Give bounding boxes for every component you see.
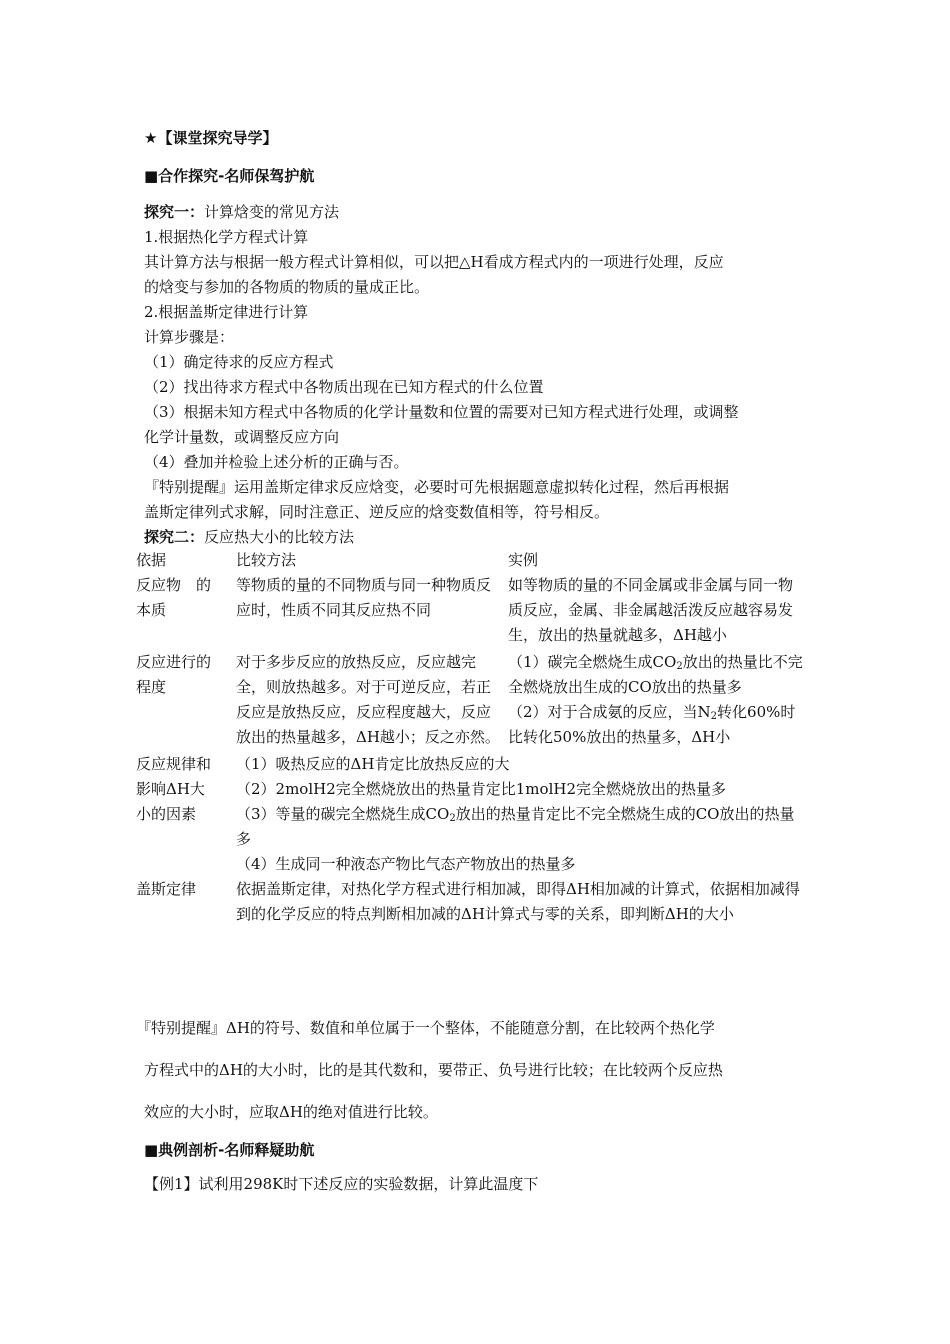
header-basis: 依据 — [136, 551, 167, 569]
explore1-para1b: 的焓变与参加的各物质的物质的量成正比。 — [144, 278, 430, 296]
step-1: （1）确定待求的反应方程式 — [144, 353, 334, 371]
explore1-title: 计算焓变的常见方法 — [204, 203, 340, 221]
tip1-line-b: 盖斯定律列式求解，同时注意正、逆反应的焓变数值相等，符号相反。 — [144, 503, 610, 521]
table-header-row — [136, 548, 806, 573]
explore1-heading — [144, 202, 339, 222]
explore1-para1a: 其计算方法与根据一般方程式计算相似，可以把△H看成方程式内的一项进行处理，反应 — [144, 253, 724, 271]
tip2-line-b: 方程式中的ΔH的大小时，比的是其代数和，要带正、负号进行比较；在比较两个反应热 — [144, 1061, 723, 1079]
text: 放出的热量肯定比不完全燃烧生成的CO放出的热量多 — [236, 805, 795, 848]
text: 转化60%时比转化50%放出的热量多，ΔH小 — [508, 703, 796, 746]
basis-line: 本质 — [136, 601, 167, 619]
tip2-line-c: 效应的大小时，应取ΔH的绝对值进行比较。 — [144, 1103, 438, 1121]
basis-cell — [136, 650, 236, 752]
section-heading-classroom: ★【课堂探究导学】 — [144, 129, 278, 147]
subscript: 2 — [710, 711, 718, 722]
basis-line: 反应物 的 — [136, 576, 212, 594]
basis-line: 小的因素 — [136, 805, 197, 823]
method-cell: 对于多步反应的放热反应，反应越完全，则放热越多。对于可逆反应，若正反应是放热反应，反应程度越大，反应放出的热量越多，ΔH越小；反之亦然。 — [236, 653, 500, 746]
section-heading-examples: ■典例剖析-名师释疑助航 — [144, 1141, 315, 1159]
basis-cell: 盖斯定律 — [136, 880, 197, 898]
text: （3）等量的碳完全燃烧生成CO — [236, 805, 450, 823]
step-4: （4）叠加并检验上述分析的正确与否。 — [144, 453, 409, 471]
basis-cell — [136, 752, 236, 877]
header-example: 实例 — [508, 551, 539, 569]
basis-cell — [136, 573, 236, 650]
table-row — [136, 573, 806, 650]
text: （1）碳完全燃烧生成CO — [508, 653, 677, 671]
explore2-title: 反应热大小的比较方法 — [204, 528, 355, 546]
step-2: （2）找出待求方程式中各物质出现在已知方程式的什么位置 — [144, 378, 544, 396]
step-3b: 化学计量数，或调整反应方向 — [144, 428, 340, 446]
factor-line: （1）吸热反应的ΔH肯定比放热反应的大 — [236, 755, 510, 773]
factors-cell — [236, 752, 806, 877]
comparison-table — [136, 548, 806, 927]
factor-line: （2）2molH2完全燃烧放出的热量肯定比1molH2完全燃烧放出的热量多 — [236, 780, 726, 798]
section-heading-cooperative: ■合作探究-名师保驾护航 — [144, 167, 315, 185]
header-method: 比较方法 — [236, 551, 297, 569]
basis-line: 程度 — [136, 678, 167, 696]
tip1-line-a: 『特别提醒』运用盖斯定律求反应焓变，必要时可先根据题意虚拟转化过程，然后再根据 — [144, 478, 730, 496]
basis-line: 反应规律和 — [136, 755, 212, 773]
factor-line — [236, 802, 806, 852]
basis-line: 影响ΔH大 — [136, 780, 205, 798]
step-3a: （3）根据未知方程式中各物质的化学计量数和位置的需要对已知方程式进行处理，或调整 — [144, 403, 739, 421]
text: （2）对于合成氨的反应，当N — [508, 703, 711, 721]
example1 — [144, 1174, 538, 1194]
table-row — [136, 877, 806, 927]
explore1-item2: 2.根据盖斯定律进行计算 — [144, 303, 309, 321]
table-row — [136, 752, 806, 877]
basis-line: 反应进行的 — [136, 653, 212, 671]
example1-text: 试利用298K时下述反应的实验数据，计算此温度下 — [198, 1175, 539, 1193]
example1-label: 【例1】 — [144, 1175, 199, 1193]
subscript: 2 — [676, 661, 683, 672]
method-cell: 等物质的量的不同物质与同一种物质反应时，性质不同其反应热不同 — [236, 576, 492, 619]
explore2-heading — [144, 527, 354, 547]
explore1-label: 探究一： — [144, 203, 205, 221]
explore1-item1: 1.根据热化学方程式计算 — [144, 228, 309, 246]
example-cell — [508, 650, 806, 752]
steps-title: 计算步骤是： — [144, 328, 235, 346]
example-line-1 — [508, 650, 806, 700]
subscript: 2 — [449, 813, 456, 824]
explore2-label: 探究二： — [144, 528, 205, 546]
tip2-line-a: 『特别提醒』ΔH的符号、数值和单位属于一个整体，不能随意分割，在比较两个热化学 — [136, 1019, 715, 1037]
hess-cell: 依据盖斯定律，对热化学方程式进行相加减，即得ΔH相加减的计算式，依据相加减得到的化学反应的特点判断相加减的ΔH计算式与零的关系，即判断ΔH的大小 — [236, 880, 800, 923]
table-row — [136, 650, 806, 752]
factor-line: （4）生成同一种液态产物比气态产物放出的热量多 — [236, 855, 576, 873]
text: 放出的热量比不完全燃烧放出生成的CO放出的热量多 — [508, 653, 803, 696]
example-line-2 — [508, 700, 806, 750]
example-cell: 如等物质的量的不同金属或非金属与同一物质反应，金属、非金属越活泼反应越容易发生，放出的热量就越多，ΔH越小 — [508, 576, 794, 644]
